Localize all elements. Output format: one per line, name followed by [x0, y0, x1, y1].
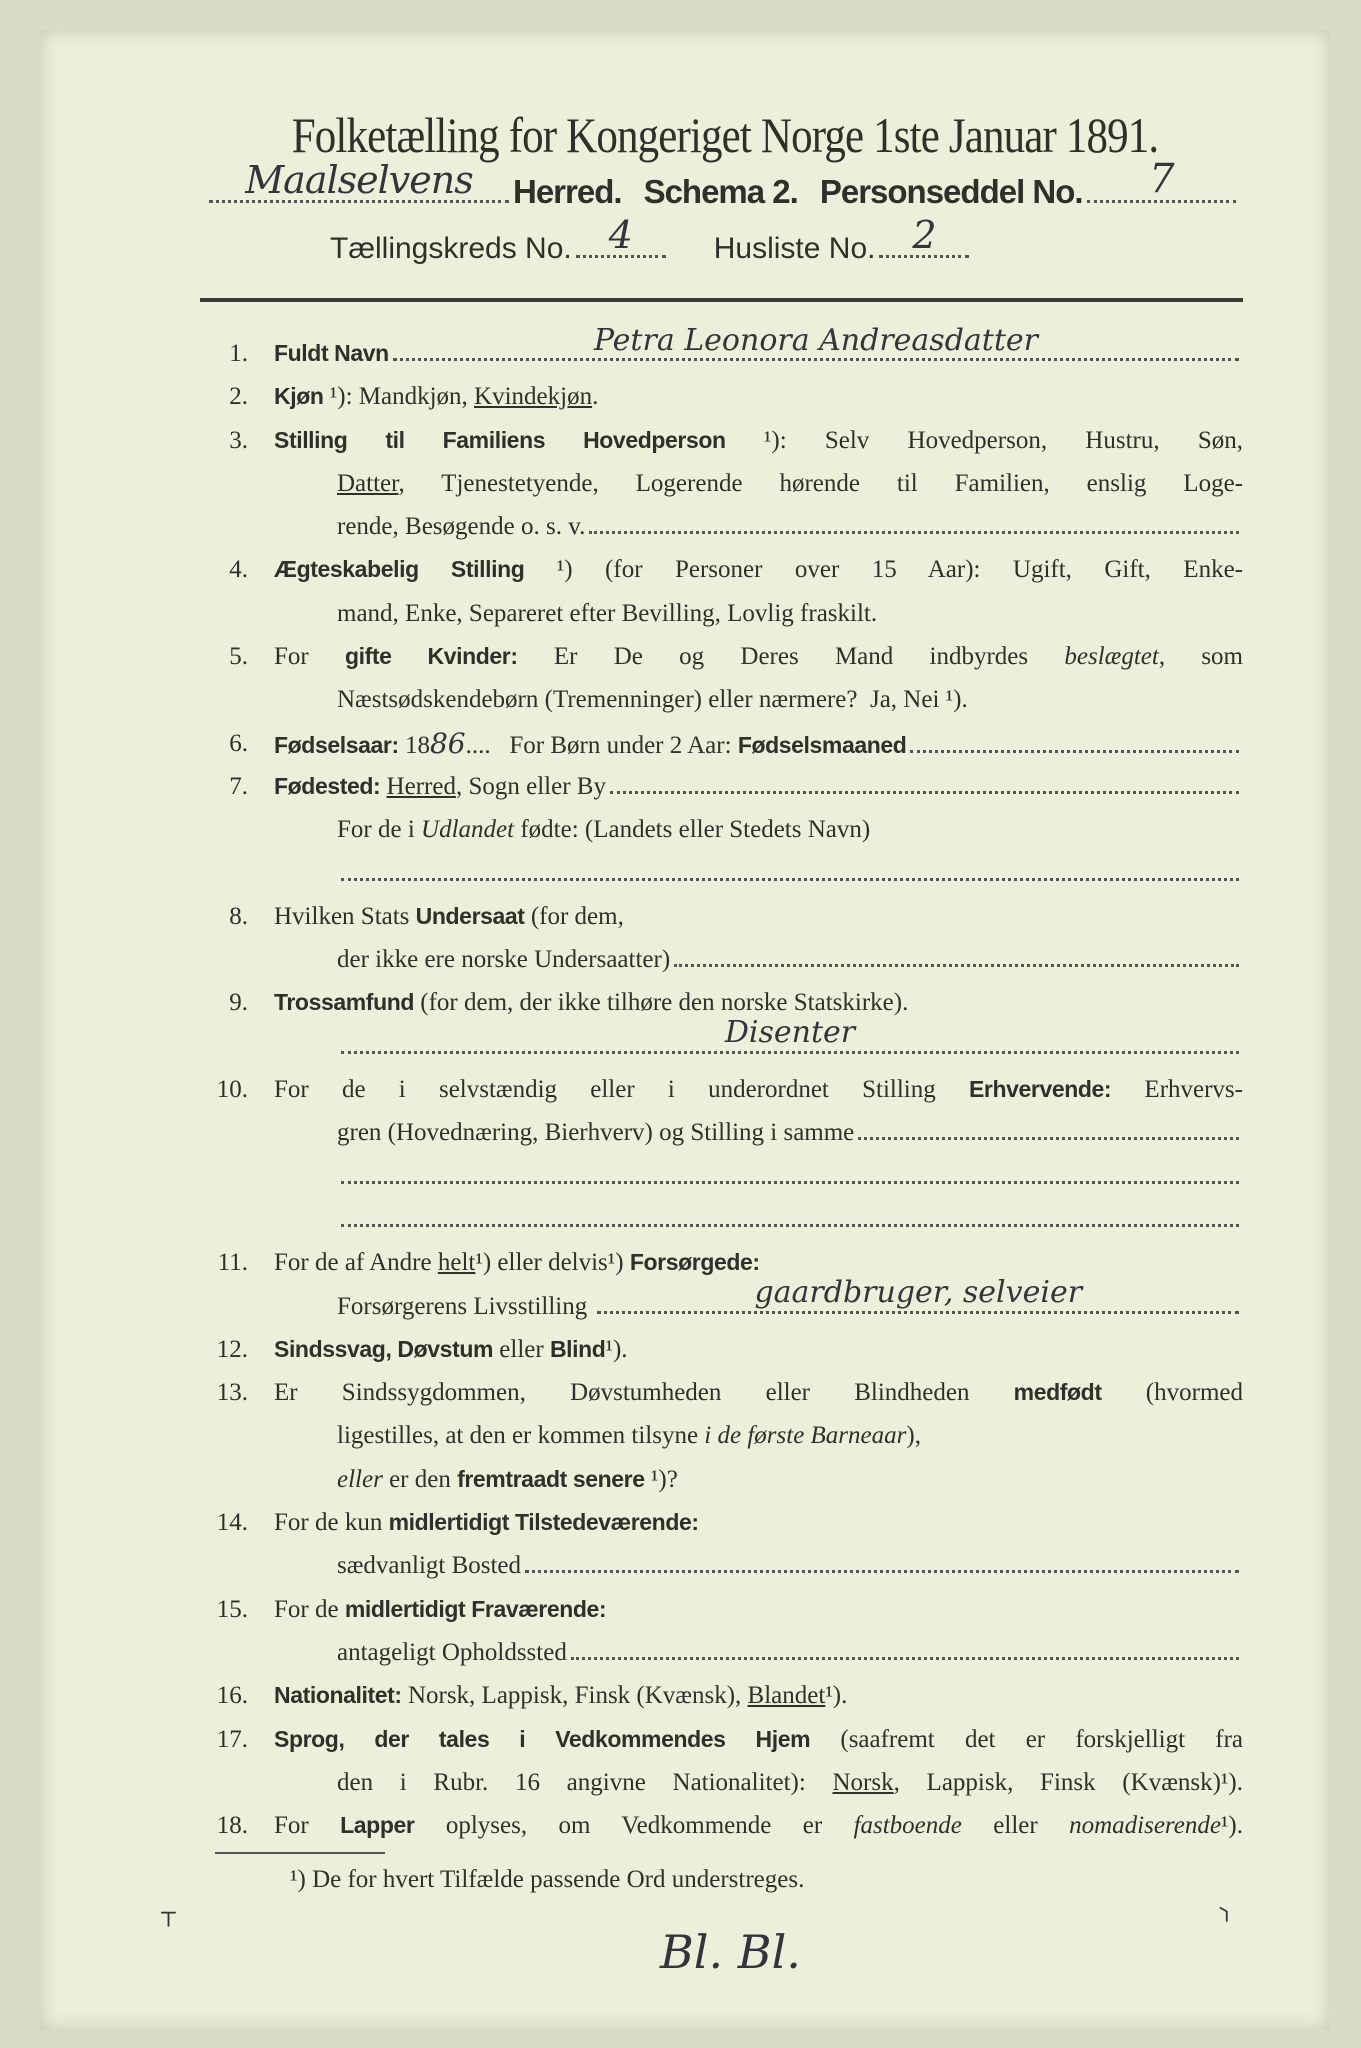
- husliste-label: Husliste No.: [713, 232, 876, 265]
- text-segment: ¹).: [1220, 1812, 1243, 1840]
- answer-field: [341, 1155, 1239, 1184]
- text-segment: der ikke ere norske Undersaatter): [337, 946, 671, 974]
- text-segment: .... For Børn under 2 Aar:: [465, 731, 738, 759]
- text-segment: i de første Barneaar: [704, 1422, 907, 1450]
- question-3-line: [200, 419, 1243, 462]
- taellingskreds-value: 4: [608, 213, 633, 257]
- text-segment: For de: [274, 1595, 345, 1623]
- question-13-line: [200, 1458, 1243, 1501]
- form-title: Folketælling for Kongeriget Norge 1ste Januar 1891.: [291, 107, 1159, 163]
- text-segment: Norsk: [832, 1768, 894, 1796]
- question-text: [337, 678, 1243, 721]
- question-7-line: [200, 852, 1243, 895]
- handwritten-answer: Disenter: [724, 1015, 856, 1051]
- question-14-line: [200, 1544, 1243, 1587]
- text-segment: (for dem, der ikke tilhøre den norske Statskirke).: [414, 989, 909, 1017]
- header-municipality-line: [205, 155, 1240, 211]
- text-segment: fastboende: [853, 1812, 962, 1840]
- answer-field: [610, 765, 1239, 794]
- text-segment: Herred: [386, 772, 456, 800]
- question-number: 13.: [216, 1379, 248, 1407]
- answer-field: [597, 1275, 1239, 1314]
- corner-mark-left: ⸆: [160, 1907, 177, 1944]
- answer-field: [910, 724, 1239, 753]
- question-6-line: [200, 722, 1243, 765]
- question-13-line: [200, 1414, 1243, 1457]
- text-segment: nomadiserende: [1069, 1812, 1221, 1840]
- question-8-line: [200, 895, 1243, 938]
- text-segment: Hvilken Stats: [274, 902, 416, 930]
- question-text: [274, 1371, 1243, 1414]
- question-text: [337, 505, 1243, 548]
- text-segment: , Tjenestetyende, Logerende hørende til Familien, enslig Loge-: [398, 469, 1243, 497]
- text-segment: helt: [437, 1249, 476, 1277]
- text-segment: eller: [337, 1465, 383, 1493]
- personseddel-value: 7: [1149, 155, 1174, 202]
- question-number: 8.: [229, 902, 248, 930]
- text-segment: Blind: [549, 1335, 606, 1362]
- question-14-line: [200, 1501, 1243, 1544]
- handwritten-answer: gaardbruger, selveier: [754, 1275, 1083, 1311]
- text-segment: Lapper: [340, 1812, 415, 1839]
- handwritten-value: 86: [429, 726, 466, 760]
- question-text: [337, 1544, 1243, 1587]
- question-text: [274, 375, 1243, 418]
- taellingskreds-field: [576, 213, 666, 258]
- text-segment: Norsk, Lappisk, Finsk (Kvænsk),: [401, 1682, 748, 1710]
- question-number: 1.: [229, 340, 248, 367]
- question-text: [274, 895, 1243, 938]
- question-number: 9.: [229, 989, 248, 1017]
- question-number: 12.: [216, 1335, 248, 1363]
- text-segment: ¹): Mandkjøn,: [323, 383, 475, 411]
- question-text: [274, 1804, 1243, 1847]
- text-segment: , Lappisk, Finsk (Kvænsk)¹).: [893, 1768, 1243, 1796]
- text-segment: Erhvervs-: [1111, 1076, 1243, 1104]
- question-11-line: [200, 1275, 1243, 1328]
- question-number: 11.: [217, 1249, 248, 1277]
- question-text: [274, 322, 1243, 375]
- question-text: [337, 1458, 1243, 1501]
- question-10-line: [200, 1198, 1243, 1241]
- text-segment: Nationalitet:: [274, 1682, 402, 1709]
- question-number: 10.: [216, 1076, 248, 1104]
- footnote: ¹) De for hvert Tilfælde passende Ord understreges.: [290, 1866, 805, 1893]
- question-8-line: [200, 938, 1243, 981]
- text-segment: er den: [382, 1465, 458, 1493]
- question-12-line: [200, 1328, 1243, 1371]
- signature: Bl. Bl.: [660, 1925, 801, 1979]
- answer-field: [674, 938, 1239, 967]
- question-number: 16.: [216, 1682, 248, 1710]
- husliste-field: [879, 213, 969, 258]
- question-text: [274, 765, 1243, 808]
- question-16-line: [200, 1674, 1243, 1717]
- question-text: [274, 1068, 1243, 1111]
- question-text: [337, 808, 1243, 851]
- question-13-line: [200, 1371, 1243, 1414]
- text-segment: Stilling til Familiens Hovedperson: [274, 426, 726, 453]
- text-segment: fremtraadt senere: [457, 1465, 645, 1492]
- text-segment: For de kun: [274, 1509, 389, 1537]
- question-text: [274, 1718, 1243, 1761]
- text-segment: eller: [493, 1335, 550, 1363]
- text-segment: Sprog, der tales i Vedkommendes Hjem: [274, 1725, 811, 1752]
- answer-field: [341, 1198, 1239, 1227]
- text-segment: Udlandet: [421, 816, 515, 844]
- answer-field: [858, 1111, 1239, 1140]
- text-segment: Ægteskabelig Stilling: [274, 556, 525, 583]
- question-5-line: [200, 678, 1243, 721]
- question-7-line: [200, 808, 1243, 851]
- text-segment: Fødested:: [274, 772, 381, 799]
- text-segment: mand, Enke, Separeret efter Bevilling, Lovlig fraskilt.: [337, 599, 878, 627]
- text-segment: Næstsødskendebørn (Tremenninger) eller nærmere? Ja, Nei ¹).: [337, 686, 968, 714]
- question-text: [337, 462, 1243, 505]
- municipality-value: Maalselvens: [245, 157, 473, 202]
- text-segment: den i Rubr. 16 angivne Nationalitet):: [337, 1768, 833, 1796]
- question-5-line: [200, 635, 1243, 678]
- text-segment: ¹)?: [644, 1465, 678, 1493]
- answer-field: [341, 852, 1239, 881]
- taellingskreds-label: Tællingskreds No.: [330, 232, 572, 265]
- text-segment: Fødselsaar:: [274, 731, 399, 758]
- text-segment: For: [274, 1812, 341, 1840]
- text-segment: Undersaat: [415, 902, 525, 929]
- question-text: [337, 1414, 1243, 1457]
- text-segment: Sindssvag, Døvstum: [274, 1335, 494, 1362]
- text-segment: Kjøn: [274, 383, 324, 410]
- question-2-line: [200, 375, 1243, 418]
- question-number: 7.: [229, 772, 248, 800]
- text-segment: ligestilles, at den er kommen tilsyne: [337, 1422, 705, 1450]
- handwritten-answer: Petra Leonora Andreasdatter: [593, 322, 1038, 358]
- question-text: [337, 938, 1243, 981]
- answer-field: [341, 1015, 1239, 1054]
- question-10-line: [200, 1111, 1243, 1154]
- text-segment: ¹): Selv Hovedperson, Hustru, Søn,: [725, 426, 1243, 454]
- text-segment: oplyses, om Vedkommende er: [414, 1812, 854, 1840]
- text-segment: Fødselsmaaned: [737, 731, 907, 758]
- question-number: 3.: [229, 426, 248, 454]
- question-number: 17.: [216, 1725, 248, 1753]
- question-15-line: [200, 1588, 1243, 1631]
- question-text: [274, 1328, 1243, 1371]
- question-17-line: [200, 1761, 1243, 1804]
- text-segment: midlertidigt Fraværende:: [344, 1595, 607, 1622]
- question-4-line: [200, 592, 1243, 635]
- corner-mark-right: ⸃: [1215, 1902, 1232, 1939]
- text-segment: Er De og Deres Mand indbyrdes: [517, 643, 1065, 671]
- question-number: 2.: [229, 383, 248, 411]
- husliste-value: 2: [912, 213, 937, 257]
- question-number: 14.: [216, 1509, 248, 1537]
- question-18-line: [200, 1804, 1243, 1847]
- text-segment: For de i: [337, 816, 422, 844]
- question-7-line: [200, 765, 1243, 808]
- question-text: [337, 1155, 1243, 1184]
- text-segment: midlertidigt Tilstedeværende:: [388, 1509, 699, 1536]
- question-text: [274, 722, 1243, 767]
- text-segment: (hvormed: [1101, 1379, 1243, 1407]
- text-segment: gifte Kvinder:: [344, 643, 518, 670]
- question-text: [274, 1588, 1243, 1631]
- question-text: [337, 592, 1243, 635]
- text-segment: , som: [1158, 643, 1243, 671]
- text-segment: Forsørgede:: [629, 1249, 760, 1276]
- question-text: [337, 1275, 1243, 1328]
- personseddel-field: [1087, 155, 1236, 203]
- text-segment: Forsørgerens Livsstilling: [337, 1292, 594, 1320]
- text-segment: antageligt Opholdssted: [337, 1638, 567, 1666]
- footnote-rule: [215, 1852, 385, 1854]
- question-1-line: [200, 322, 1243, 375]
- question-text: [337, 1631, 1243, 1674]
- question-text: [274, 548, 1243, 591]
- text-segment: eller: [961, 1812, 1070, 1840]
- answer-field: [571, 1631, 1239, 1660]
- personseddel-label: Personseddel No.: [819, 172, 1083, 210]
- text-segment: Kvindekjøn: [474, 383, 593, 411]
- text-segment: (for dem,: [524, 902, 624, 930]
- question-number: 15.: [216, 1595, 248, 1623]
- text-segment: , Sogn eller By: [455, 772, 606, 800]
- question-text: [274, 1501, 1243, 1544]
- question-15-line: [200, 1631, 1243, 1674]
- text-segment: For de i selvstændig eller i underordnet Stilling: [274, 1076, 969, 1104]
- municipality-field: [209, 157, 509, 203]
- question-text: [274, 635, 1243, 678]
- question-10-line: [200, 1068, 1243, 1111]
- text-segment: For de af Andre: [274, 1249, 438, 1277]
- question-17-line: [200, 1718, 1243, 1761]
- question-text: [274, 1674, 1243, 1717]
- text-segment: (saafremt det er forskjelligt fra: [810, 1725, 1243, 1753]
- question-text: [337, 1761, 1243, 1804]
- question-number: 4.: [229, 556, 248, 584]
- text-segment: For: [274, 643, 345, 671]
- text-segment: rende, Besøgende o. s. v.: [337, 513, 586, 541]
- text-segment: Trossamfund: [274, 989, 415, 1016]
- text-segment: Blandet: [747, 1682, 826, 1710]
- question-3-line: [200, 462, 1243, 505]
- text-segment: Fuldt Navn: [274, 340, 389, 366]
- question-number: 6.: [229, 729, 248, 757]
- question-9-line: [200, 1015, 1243, 1068]
- question-number: 18.: [216, 1812, 248, 1840]
- question-number: 5.: [229, 643, 248, 671]
- answer-field: [525, 1544, 1239, 1573]
- text-segment: ¹) eller delvis¹): [475, 1249, 630, 1277]
- text-segment: fødte: (Landets eller Stedets Navn): [514, 816, 871, 844]
- herred-label: Herred.: [513, 172, 622, 210]
- text-segment: Erhvervende:: [968, 1076, 1112, 1103]
- question-text: [337, 1111, 1243, 1154]
- question-text: [337, 1015, 1243, 1054]
- text-segment: 18: [398, 731, 430, 759]
- text-segment: ¹).: [605, 1335, 628, 1363]
- text-segment: medfødt: [1013, 1379, 1102, 1406]
- question-text: [337, 852, 1243, 881]
- question-text: [337, 1198, 1243, 1227]
- text-segment: gren (Hovednæring, Bierhverv) og Stilling i samme: [337, 1119, 855, 1147]
- text-segment: sædvanligt Bosted: [337, 1552, 522, 1580]
- question-4-line: [200, 548, 1243, 591]
- text-segment: .: [592, 383, 599, 411]
- text-segment: ),: [906, 1422, 921, 1450]
- answer-field: [393, 322, 1239, 361]
- question-10-line: [200, 1155, 1243, 1198]
- text-segment: ¹).: [825, 1682, 848, 1710]
- text-segment: Datter: [337, 469, 399, 497]
- text-segment: beslægtet: [1064, 643, 1159, 671]
- text-segment: Er Sindssygdommen, Døvstumheden eller Blindheden: [274, 1379, 1014, 1407]
- question-text: [274, 419, 1243, 462]
- form-questions: [200, 322, 1243, 1847]
- answer-field: [589, 505, 1239, 534]
- text-segment: ¹) (for Personer over 15 Aar): Ugift, Gift, Enke-: [524, 556, 1243, 584]
- header-district-line: [330, 213, 1110, 266]
- header-rule: [200, 298, 1243, 302]
- schema-label: Schema 2.: [643, 172, 798, 210]
- question-3-line: [200, 505, 1243, 548]
